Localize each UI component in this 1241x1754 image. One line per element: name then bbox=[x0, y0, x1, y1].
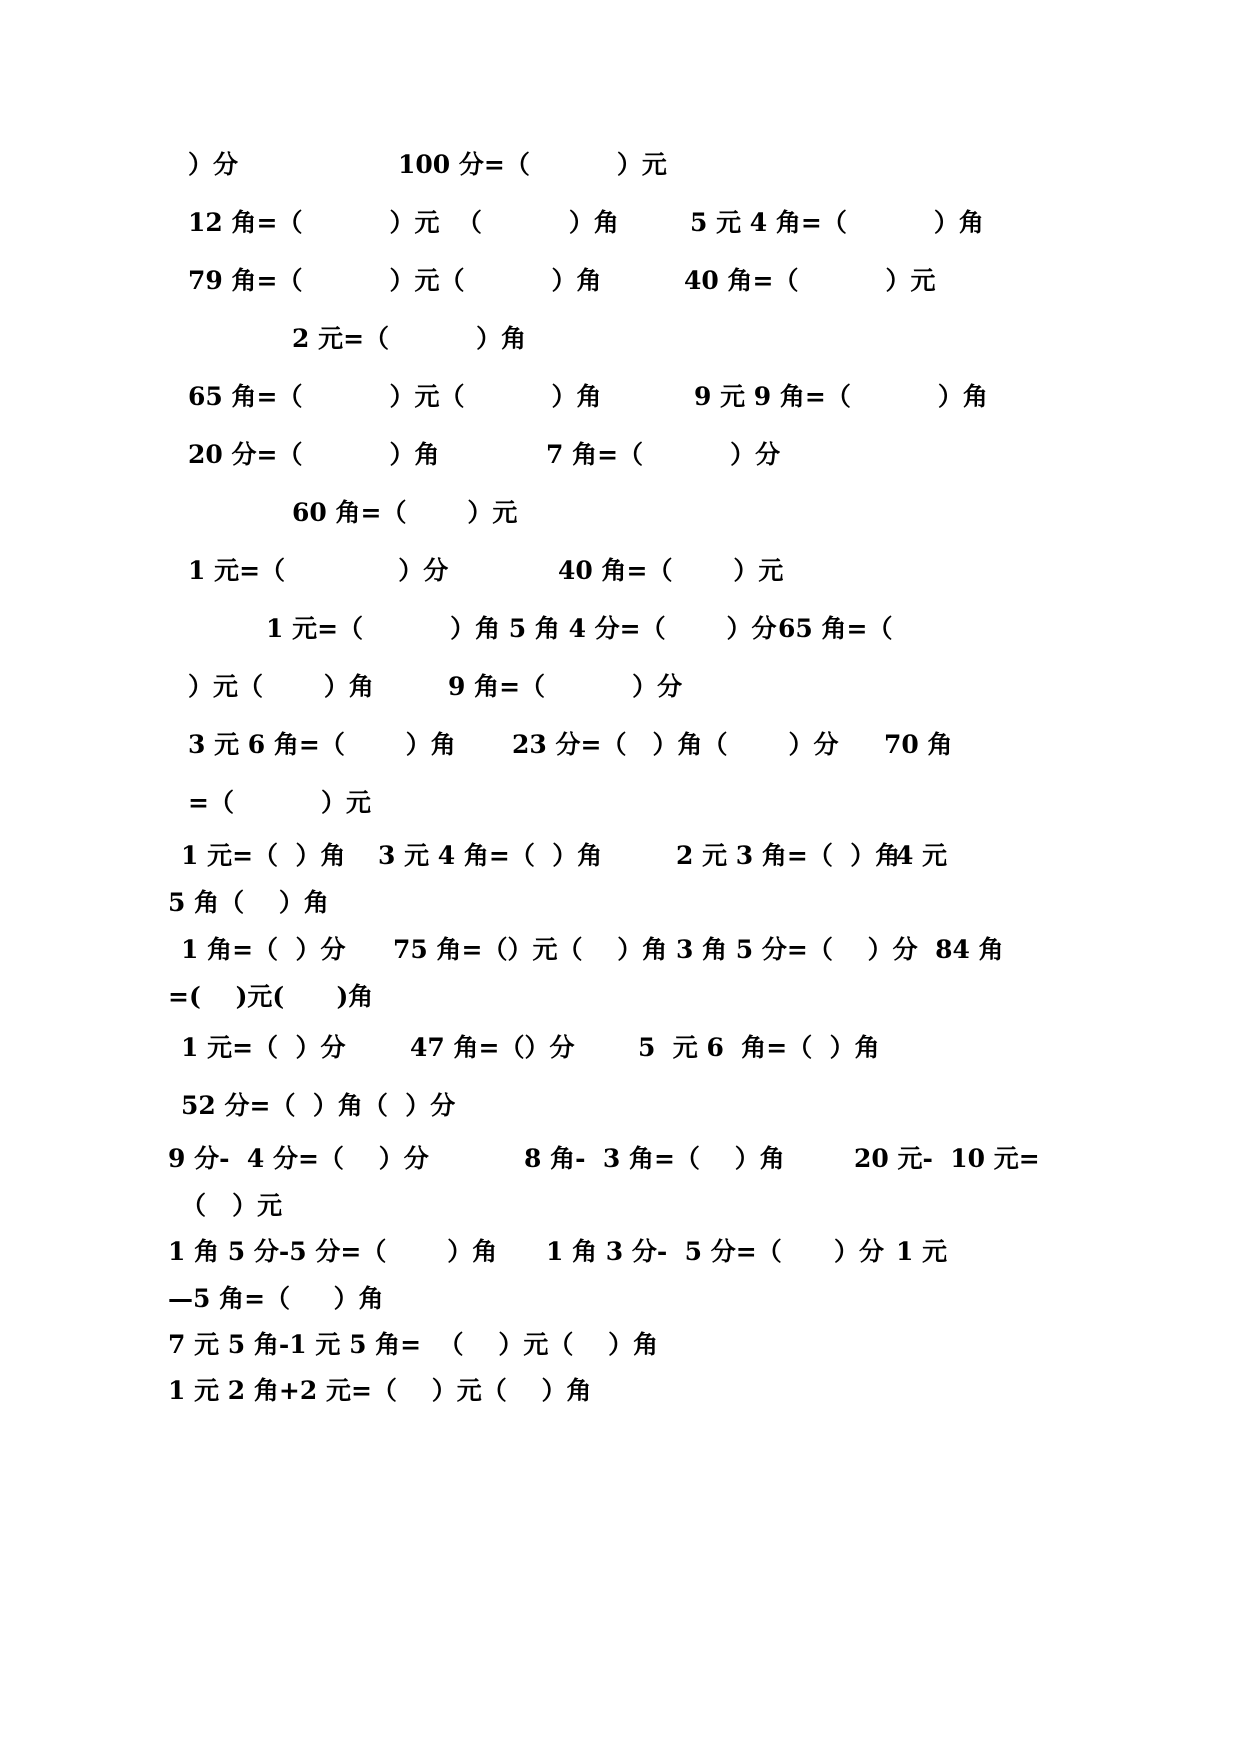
problem-text: （ ）元 bbox=[181, 1191, 283, 1220]
problem-text: ）元（ ）角 bbox=[188, 672, 374, 701]
problem-text: 20 元- 10 元= bbox=[854, 1144, 1040, 1173]
problem-text: 9 元 9 角=（ ）角 bbox=[694, 382, 988, 411]
problem-text: 60 角=（ ）元 bbox=[292, 498, 518, 527]
problem-text: 2 元=（ ）角 bbox=[292, 324, 527, 353]
problem-text: 47 角=（）分 bbox=[410, 1033, 575, 1062]
problem-text: 79 角=（ ）元（ ）角 bbox=[188, 266, 602, 295]
problem-text: 1 角 3 分- 5 分=（ ）分 bbox=[546, 1237, 884, 1266]
problem-text: 1 元 bbox=[896, 1237, 948, 1266]
problem-text: 9 分- 4 分=（ ）分 bbox=[168, 1144, 429, 1173]
problem-text: 23 分=（ ）角（ ）分 bbox=[512, 730, 839, 759]
problem-text: —5 角=（ ）角 bbox=[168, 1284, 384, 1313]
problem-text: 12 角=（ ）元 （ ）角 bbox=[188, 208, 619, 237]
problem-text: 4 元 bbox=[896, 841, 948, 870]
problem-text: 40 角=（ ）元 bbox=[558, 556, 784, 585]
problem-text: 65 角=（ bbox=[778, 614, 893, 643]
problem-text: 52 分=（ ）角（ ）分 bbox=[181, 1091, 456, 1120]
problem-text: =( )元( )角 bbox=[168, 982, 374, 1011]
problem-text: 5 元 4 角=（ ）角 bbox=[690, 208, 984, 237]
problem-text: 5 角（ ）角 bbox=[168, 888, 329, 917]
problem-text: 1 元=（ ）角 bbox=[181, 841, 346, 870]
problem-text: 1 角=（ ）分 bbox=[181, 935, 346, 964]
problem-text: ）分 bbox=[188, 150, 239, 179]
problem-text: 3 元 4 角=（ ）角 bbox=[378, 841, 603, 870]
problem-text: =（ ）元 bbox=[188, 788, 371, 817]
problem-text: 1 元 2 角+2 元=（ ）元（ ）角 bbox=[168, 1376, 592, 1405]
problem-text: 1 元=（ ）分 bbox=[181, 1033, 346, 1062]
problem-text: 75 角=（）元（ ）角 bbox=[393, 935, 668, 964]
problem-text: 70 角 bbox=[884, 730, 953, 759]
problem-text: 40 角=（ ）元 bbox=[684, 266, 936, 295]
problem-text: 5 元 6 角=（ ）角 bbox=[638, 1033, 880, 1062]
problem-text: 20 分=（ ）角 bbox=[188, 440, 440, 469]
problem-text: 1 角 5 分-5 分=（ ）角 bbox=[168, 1237, 498, 1266]
problem-text: 65 角=（ ）元（ ）角 bbox=[188, 382, 602, 411]
problem-text: 7 元 5 角-1 元 5 角= （ ）元（ ）角 bbox=[168, 1330, 659, 1359]
problem-text: 9 角=（ ）分 bbox=[448, 672, 683, 701]
problem-text: 1 元=（ ）分 bbox=[188, 556, 449, 585]
problem-text: 3 角 5 分=（ ）分 84 角 bbox=[676, 935, 1004, 964]
problem-text: 8 角- 3 角=（ ）角 bbox=[524, 1144, 785, 1173]
problem-text: 3 元 6 角=（ ）角 bbox=[188, 730, 456, 759]
problem-text: 100 分=（ ）元 bbox=[398, 150, 667, 179]
problem-text: 1 元=（ ）角 5 角 4 分=（ ）分 bbox=[266, 614, 777, 643]
problem-text: 2 元 3 角=（ ）角 bbox=[676, 841, 901, 870]
problem-text: 7 角=（ ）分 bbox=[546, 440, 781, 469]
